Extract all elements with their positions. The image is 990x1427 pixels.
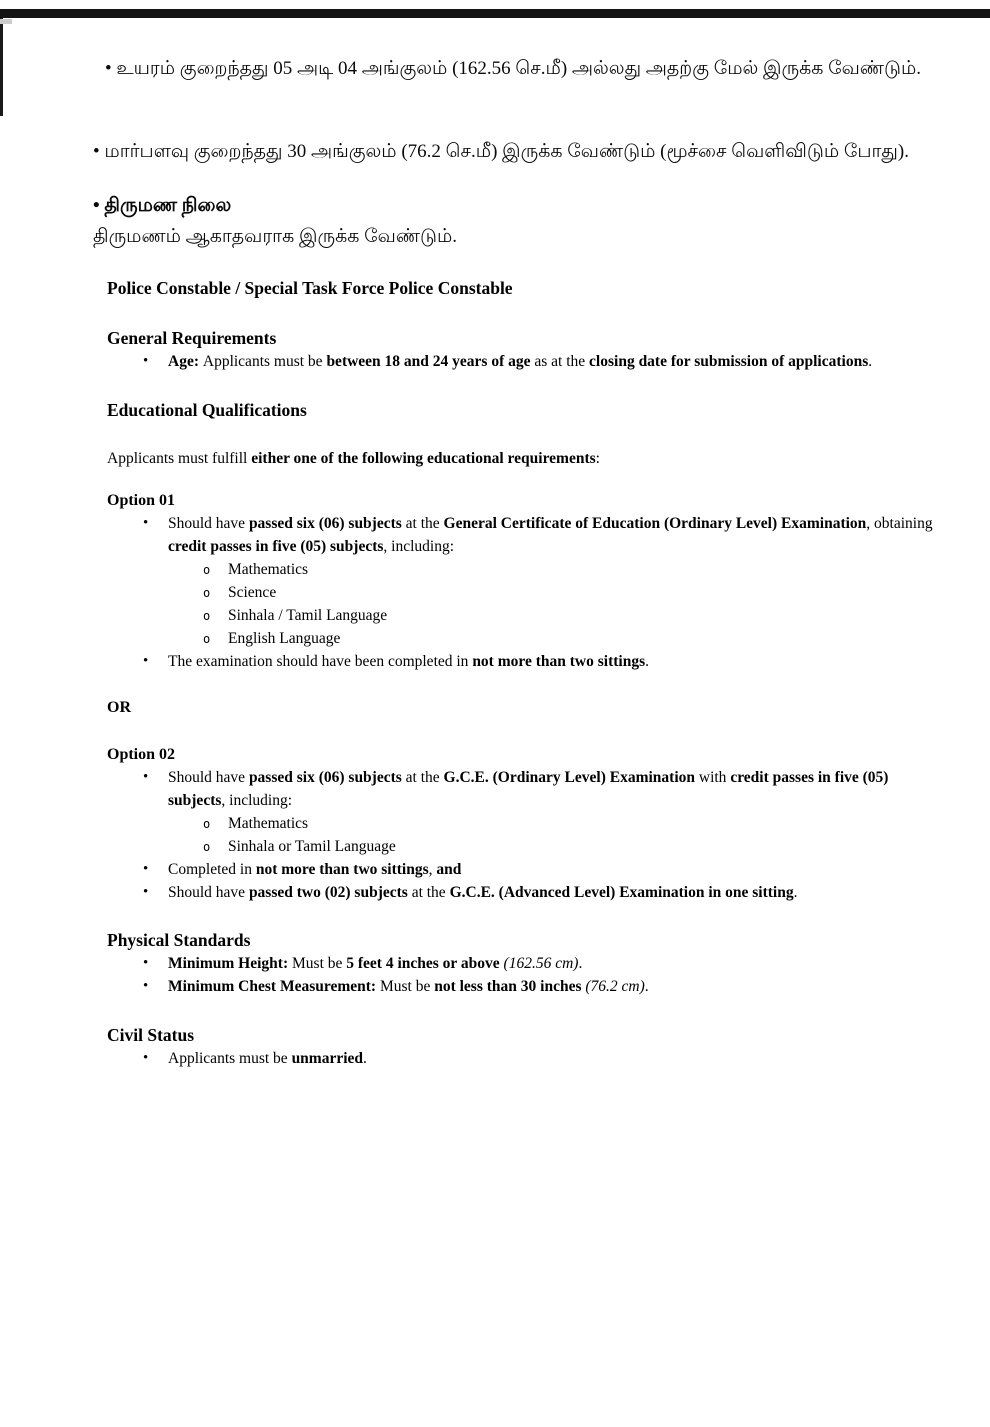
unmarried-item (168, 1047, 940, 1070)
subject-item: o Mathematics (228, 558, 940, 581)
civil-status-list (107, 1047, 940, 1070)
option-02-list (107, 766, 940, 904)
tamil-height-requirement: • உயரம் குறைந்தது 05 அடி 04 அங்குலம் (162.56 செ.மீ) அல்லது அதற்கு மேல் இருக்க வேண்டும். (93, 53, 945, 85)
option-01-main-text: Should have passed six (06) subjects at the General Certificate of Education (Ordinary Level) Examination, obtaining credit passes in five (05) subjects, including: (168, 515, 933, 555)
general-requirements-heading: General Requirements (107, 328, 277, 348)
option-02-main-item (168, 766, 940, 858)
civil-status-heading: Civil Status (107, 1025, 195, 1045)
subject-item: o Science (228, 581, 940, 604)
or-label: OR (107, 699, 131, 716)
subject-item: o Mathematics (228, 812, 940, 835)
option-02-advanced-level-item (168, 881, 940, 904)
minimum-height-text: Minimum Height: Must be 5 feet 4 inches or above (162.56 cm). (168, 955, 583, 972)
age-requirement-text: Age: Applicants must be between 18 and 24 years of age as at the closing date for submission of applications. (168, 353, 873, 370)
tamil-marital-requirement: திருமணம் ஆகாதவராக இருக்க வேண்டும். (93, 226, 457, 247)
option-01-sittings-item (168, 650, 940, 673)
education-intro-text: Applicants must fulfill either one of the following educational requirements: (107, 450, 600, 467)
age-requirement-item (168, 350, 940, 373)
minimum-height-item (168, 952, 940, 975)
option-02-subjects-list (168, 812, 940, 858)
option-01-list (107, 512, 940, 673)
option-01-label: Option 01 (107, 492, 176, 509)
minimum-chest-item (168, 975, 940, 998)
option-01-main-item (168, 512, 940, 650)
option-02-completed-text: Completed in not more than two sittings, and (168, 861, 462, 878)
option-02-advanced-level-text: Should have passed two (02) subjects at the G.C.E. (Advanced Level) Examination in one sitting. (168, 884, 798, 901)
subject-item: o Sinhala / Tamil Language (228, 604, 940, 627)
minimum-chest-text: Minimum Chest Measurement: Must be not less than 30 inches (76.2 cm). (168, 978, 649, 995)
corner-scan-artifact (0, 19, 12, 24)
left-edge-scan-artifact (0, 18, 3, 116)
top-black-bar (0, 9, 990, 18)
subject-item: o English Language (228, 627, 940, 650)
educational-qualifications-heading: Educational Qualifications (107, 400, 307, 420)
page-title: Police Constable / Special Task Force Police Constable (107, 278, 513, 298)
option-01-subjects-list (168, 558, 940, 650)
tamil-marital-status-heading: • திருமண நிலை (93, 190, 945, 221)
general-requirements-list (107, 350, 940, 373)
physical-standards-heading: Physical Standards (107, 930, 251, 950)
tamil-chest-requirement: • மார்பளவு குறைந்தது 30 அங்குலம் (76.2 செ.மீ) இருக்க வேண்டும் (மூச்சை வெளிவிடும் போது). (93, 136, 945, 167)
document-page (0, 9, 990, 1418)
option-01-sittings-text: The examination should have been completed in not more than two sittings. (168, 653, 649, 670)
physical-standards-list (107, 952, 940, 998)
option-02-completed-item (168, 858, 940, 881)
option-02-main-text: Should have passed six (06) subjects at the G.C.E. (Ordinary Level) Examination with credit passes in five (05) subjects, including: (168, 769, 889, 809)
unmarried-text: Applicants must be unmarried. (168, 1050, 367, 1067)
subject-item: o Sinhala or Tamil Language (228, 835, 940, 858)
option-02-label: Option 02 (107, 746, 176, 763)
